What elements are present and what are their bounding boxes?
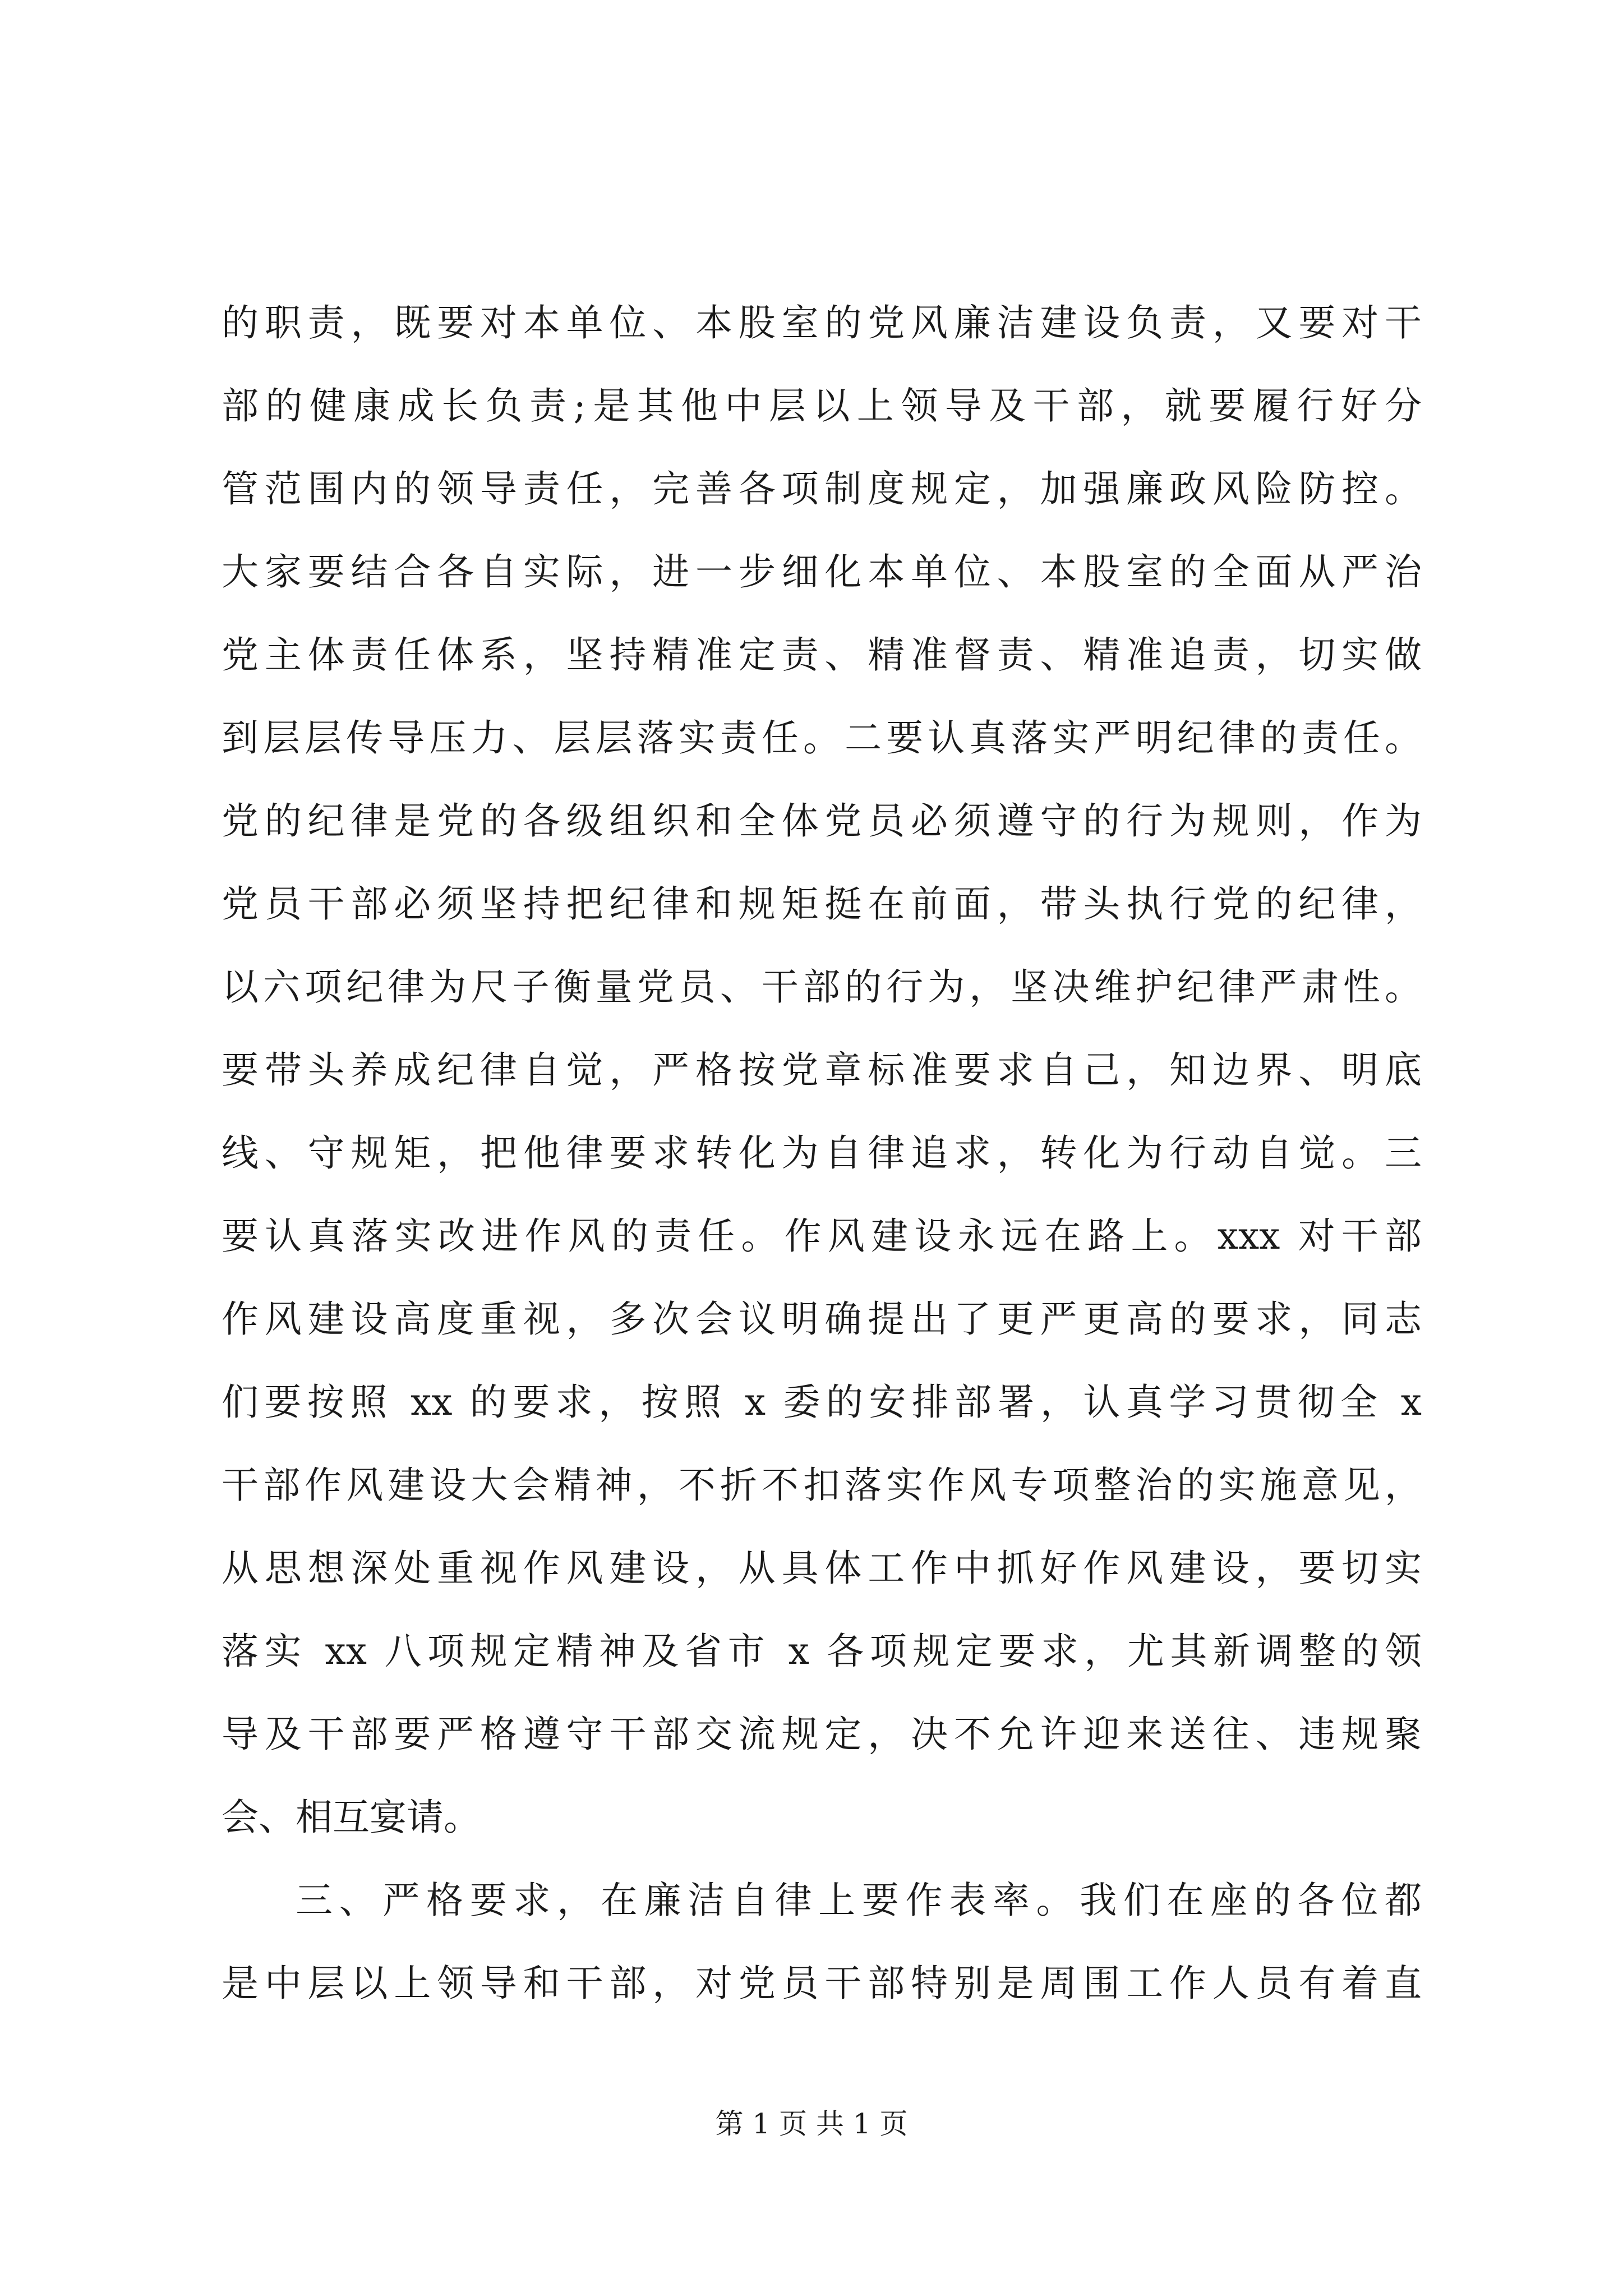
text-line: 的职责，既要对本单位、本股室的党风廉洁建设负责，又要对干 <box>222 301 1422 344</box>
text-line: 部的健康成长负责;是其他中层以上领导及干部，就要履行好分 <box>222 384 1422 427</box>
text-line: 落实 xx 八项规定精神及省市 x 各项规定要求，尤其新调整的领 <box>222 1630 1422 1673</box>
text-line: 党员干部必须坚持把纪律和规矩挺在前面，带头执行党的纪律， <box>222 882 1422 926</box>
text-line: 导及干部要严格遵守干部交流规定，决不允许迎来送往、违规聚 <box>222 1713 1422 1756</box>
text-line: 干部作风建设大会精神，不折不扣落实作风专项整治的实施意见， <box>222 1464 1422 1507</box>
text-line: 到层层传导压力、层层落实责任。二要认真落实严明纪律的责任。 <box>222 716 1422 760</box>
text-line: 是中层以上领导和干部，对党员干部特别是周围工作人员有着直 <box>222 1962 1422 2005</box>
text-line: 以六项纪律为尺子衡量党员、干部的行为，坚决维护纪律严肃性。 <box>222 965 1422 1009</box>
text-line: 管范围内的领导责任，完善各项制度规定，加强廉政风险防控。 <box>222 467 1422 510</box>
text-line: 要带头养成纪律自觉，严格按党章标准要求自己，知边界、明底 <box>222 1048 1422 1092</box>
text-line: 要认真落实改进作风的责任。作风建设永远在路上。xxx 对干部 <box>222 1214 1422 1258</box>
page-footer: 第 1 页 共 1 页 <box>715 2108 908 2140</box>
text-line: 们要按照 xx 的要求，按照 x 委的安排部署，认真学习贯彻全 x <box>222 1381 1422 1424</box>
text-line: 会、相互宴请。 <box>222 1796 481 1839</box>
text-line: 党的纪律是党的各级组织和全体党员必须遵守的行为规则，作为 <box>222 799 1422 843</box>
text-line: 党主体责任体系，坚持精准定责、精准督责、精准追责，切实做 <box>222 633 1422 677</box>
text-line: 作风建设高度重视，多次会议明确提出了更严更高的要求，同志 <box>222 1297 1422 1341</box>
text-line: 从思想深处重视作风建设，从具体工作中抓好作风建设，要切实 <box>222 1547 1422 1590</box>
document-body <box>222 292 1422 2036</box>
text-line: 线、守规矩，把他律要求转化为自律追求，转化为行动自觉。三 <box>222 1131 1422 1175</box>
paragraph-first-line: 三、严格要求，在廉洁自律上要作表率。我们在座的各位都 <box>296 1879 1422 1922</box>
text-line: 大家要结合各自实际，进一步细化本单位、本股室的全面从严治 <box>222 550 1422 593</box>
